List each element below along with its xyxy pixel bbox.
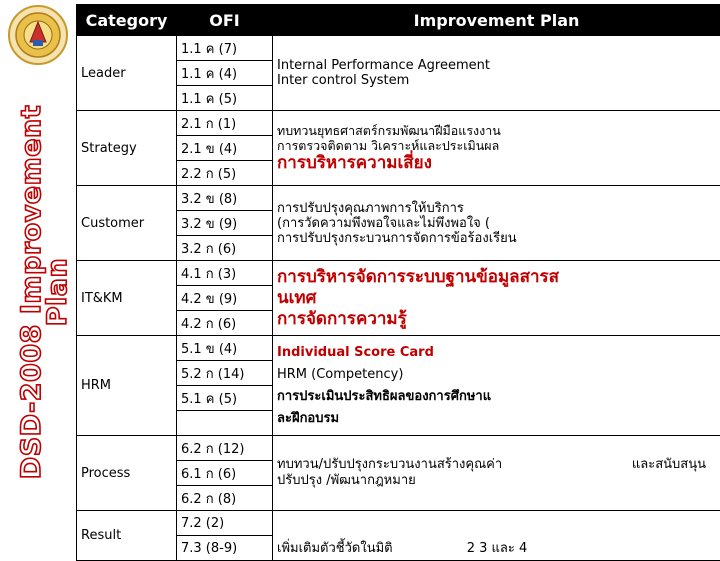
ofi-cell: 3.2 ข (8)	[177, 186, 273, 211]
ofi-cell: 3.2 ก (6)	[177, 236, 273, 261]
ofi-cell: 2.1 ข (4)	[177, 136, 273, 161]
category-cell: Customer	[77, 186, 177, 261]
ofi-cell: 6.2 ก (8)	[177, 486, 273, 511]
plan-cell	[273, 186, 720, 261]
plan-line: Internal Performance Agreement	[277, 58, 716, 73]
ofi-cell: 4.2 ข (9)	[177, 286, 273, 311]
ofi-cell: 5.1 ข (4)	[177, 336, 273, 361]
table-row	[77, 36, 720, 61]
table-header-row	[77, 5, 720, 36]
plan-line	[277, 457, 716, 473]
side-title-line1: DSD-2008 Improvement	[19, 62, 45, 522]
plan-line-highlight: Individual Score Card	[277, 342, 716, 364]
category-cell: Process	[77, 436, 177, 511]
plan-cell	[273, 111, 720, 186]
ofi-cell: 4.2 ก (6)	[177, 311, 273, 336]
ofi-cell: 7.2 (2)	[177, 511, 273, 536]
plan-line: Inter control System	[277, 73, 716, 88]
department-seal-icon	[4, 4, 72, 66]
table-row	[77, 511, 720, 536]
ofi-cell: 1.1 ค (4)	[177, 61, 273, 86]
category-cell: HRM	[77, 336, 177, 436]
plan-line-highlight: การบริหารจัดการระบบฐานข้อมูลสารส	[277, 267, 716, 288]
table-row	[77, 436, 720, 461]
plan-line: การปรับปรุงกระบวนการจัดการข้อร้องเรียน	[277, 231, 716, 246]
plan-line: (การวัดความพึงพอใจและไม่พึงพอใจ (	[277, 216, 716, 231]
plan-line: HRM (Competency)	[277, 364, 716, 386]
plan-line-text: และสนับสนุน	[632, 457, 706, 473]
ofi-cell: 2.1 ก (1)	[177, 111, 273, 136]
department-seal-logo	[4, 4, 72, 66]
plan-line: การตรวจติดตาม วิเคราะห์และประเมินผล	[277, 138, 716, 153]
category-cell: Strategy	[77, 111, 177, 186]
plan-line: ปรับปรุง /พัฒนากฎหมาย	[277, 473, 716, 489]
header-category: Category	[77, 5, 177, 36]
ofi-cell: 6.1 ก (6)	[177, 461, 273, 486]
plan-cell	[273, 36, 720, 111]
plan-line-highlight: นเทศ	[277, 288, 716, 309]
ofi-cell: 5.2 ก (14)	[177, 361, 273, 386]
plan-line: ทบทวนยุทธศาสตร์กรมพัฒนาฝีมือแรงงาน	[277, 123, 716, 138]
ofi-cell: 4.1 ก (3)	[177, 261, 273, 286]
ofi-cell: 3.2 ข (9)	[177, 211, 273, 236]
plan-cell	[273, 261, 720, 336]
plan-cell	[273, 436, 720, 511]
improvement-plan-table	[76, 4, 720, 561]
ofi-cell: 1.1 ค (5)	[177, 86, 273, 111]
category-cell: IT&KM	[77, 261, 177, 336]
side-title-line2: Plan	[45, 62, 71, 522]
ofi-cell: 1.1 ค (7)	[177, 36, 273, 61]
header-ofi: OFI	[177, 5, 273, 36]
plan-line: การประเมินประสิทธิผลของการศึกษาแ	[277, 386, 716, 408]
side-title	[19, 62, 65, 522]
header-improvement-plan: Improvement Plan	[273, 5, 720, 36]
plan-line-highlight: การจัดการความรู้	[277, 309, 716, 330]
plan-cell	[273, 511, 720, 561]
plan-line: ละฝึกอบรม	[277, 408, 716, 430]
ofi-cell-empty	[177, 411, 273, 436]
ofi-cell: 2.2 ก (5)	[177, 161, 273, 186]
ofi-cell: 6.2 ก (12)	[177, 436, 273, 461]
table-row	[77, 186, 720, 211]
category-cell: Result	[77, 511, 177, 561]
plan-line: การปรับปรุงคุณภาพการให้บริการ	[277, 201, 716, 216]
table-row	[77, 336, 720, 361]
plan-line-text: ทบทวน/ปรับปรุงกระบวนงานสร้างคุณค่า	[277, 457, 502, 472]
plan-line-text: 2 3 และ 4	[467, 537, 528, 558]
plan-line-highlight: การบริหารความเสี่ยง	[277, 153, 716, 174]
category-cell: Leader	[77, 36, 177, 111]
plan-cell	[273, 336, 720, 436]
plan-line-text: เพิ่มเติมตัวชี้วัดในมิติ	[277, 541, 393, 556]
table-row	[77, 111, 720, 136]
ofi-cell: 7.3 (8-9)	[177, 536, 273, 561]
ofi-cell: 5.1 ค (5)	[177, 386, 273, 411]
table-row	[77, 261, 720, 286]
